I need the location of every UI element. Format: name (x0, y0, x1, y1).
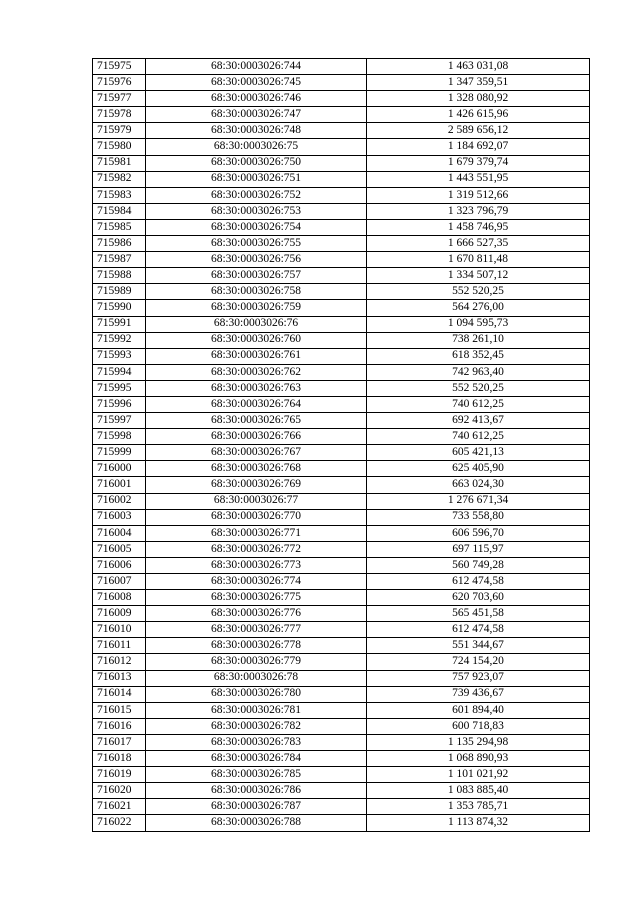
cadastral-value-cell: 740 612,25 (367, 429, 590, 445)
cadastral-number-cell: 68:30:0003026:762 (146, 364, 367, 380)
table-row (93, 799, 590, 815)
row-number-cell: 716002 (93, 493, 146, 509)
table-row (93, 509, 590, 525)
cadastral-value-cell: 1 094 595,73 (367, 316, 590, 332)
cadastral-value-table (92, 58, 590, 832)
table-row (93, 815, 590, 831)
table-row (93, 139, 590, 155)
cadastral-value-cell: 757 923,07 (367, 670, 590, 686)
row-number-cell: 715979 (93, 123, 146, 139)
table-row (93, 171, 590, 187)
cadastral-value-cell: 552 520,25 (367, 284, 590, 300)
cadastral-number-cell: 68:30:0003026:753 (146, 203, 367, 219)
table-row (93, 493, 590, 509)
cadastral-number-cell: 68:30:0003026:766 (146, 429, 367, 445)
table-row (93, 718, 590, 734)
table-row (93, 590, 590, 606)
row-number-cell: 715983 (93, 187, 146, 203)
row-number-cell: 715993 (93, 348, 146, 364)
row-number-cell: 716007 (93, 574, 146, 590)
cadastral-number-cell: 68:30:0003026:773 (146, 557, 367, 573)
cadastral-value-cell: 1 347 359,51 (367, 75, 590, 91)
table-row (93, 751, 590, 767)
cadastral-number-cell: 68:30:0003026:771 (146, 525, 367, 541)
row-number-cell: 715976 (93, 75, 146, 91)
table-row (93, 654, 590, 670)
table-row (93, 429, 590, 445)
row-number-cell: 716016 (93, 718, 146, 734)
table-row (93, 622, 590, 638)
table-row (93, 767, 590, 783)
row-number-cell: 715975 (93, 59, 146, 75)
cadastral-number-cell: 68:30:0003026:777 (146, 622, 367, 638)
row-number-cell: 716019 (93, 767, 146, 783)
row-number-cell: 716004 (93, 525, 146, 541)
cadastral-number-cell: 68:30:0003026:782 (146, 718, 367, 734)
cadastral-value-cell: 1 443 551,95 (367, 171, 590, 187)
cadastral-value-cell: 1 083 885,40 (367, 783, 590, 799)
cadastral-number-cell: 68:30:0003026:759 (146, 300, 367, 316)
cadastral-value-cell: 560 749,28 (367, 557, 590, 573)
cadastral-value-cell: 1 670 811,48 (367, 252, 590, 268)
table-row (93, 123, 590, 139)
table-row (93, 348, 590, 364)
row-number-cell: 715986 (93, 236, 146, 252)
row-number-cell: 716014 (93, 686, 146, 702)
cadastral-value-cell: 1 463 031,08 (367, 59, 590, 75)
cadastral-number-cell: 68:30:0003026:783 (146, 734, 367, 750)
cadastral-value-cell: 1 113 874,32 (367, 815, 590, 831)
cadastral-value-cell: 606 596,70 (367, 525, 590, 541)
row-number-cell: 715980 (93, 139, 146, 155)
row-number-cell: 716022 (93, 815, 146, 831)
table-row (93, 574, 590, 590)
table-row (93, 300, 590, 316)
cadastral-number-cell: 68:30:0003026:784 (146, 751, 367, 767)
cadastral-value-cell: 1 068 890,93 (367, 751, 590, 767)
table-row (93, 702, 590, 718)
row-number-cell: 716008 (93, 590, 146, 606)
cadastral-value-cell: 605 421,13 (367, 445, 590, 461)
cadastral-value-cell: 1 184 692,07 (367, 139, 590, 155)
row-number-cell: 715994 (93, 364, 146, 380)
cadastral-number-cell: 68:30:0003026:770 (146, 509, 367, 525)
cadastral-number-cell: 68:30:0003026:785 (146, 767, 367, 783)
cadastral-value-cell: 663 024,30 (367, 477, 590, 493)
row-number-cell: 715981 (93, 155, 146, 171)
table-row (93, 364, 590, 380)
row-number-cell: 716015 (93, 702, 146, 718)
table-row (93, 268, 590, 284)
table-row (93, 107, 590, 123)
cadastral-number-cell: 68:30:0003026:780 (146, 686, 367, 702)
row-number-cell: 715991 (93, 316, 146, 332)
table-row (93, 461, 590, 477)
table-row (93, 477, 590, 493)
cadastral-value-cell: 551 344,67 (367, 638, 590, 654)
table-row (93, 734, 590, 750)
cadastral-number-cell: 68:30:0003026:764 (146, 396, 367, 412)
cadastral-value-cell: 1 458 746,95 (367, 219, 590, 235)
row-number-cell: 715995 (93, 380, 146, 396)
row-number-cell: 715982 (93, 171, 146, 187)
cadastral-value-cell: 565 451,58 (367, 606, 590, 622)
cadastral-value-cell: 1 135 294,98 (367, 734, 590, 750)
row-number-cell: 715988 (93, 268, 146, 284)
row-number-cell: 715989 (93, 284, 146, 300)
cadastral-number-cell: 68:30:0003026:763 (146, 380, 367, 396)
cadastral-value-cell: 2 589 656,12 (367, 123, 590, 139)
cadastral-value-cell: 1 666 527,35 (367, 236, 590, 252)
table-row (93, 606, 590, 622)
table-row (93, 252, 590, 268)
cadastral-number-cell: 68:30:0003026:788 (146, 815, 367, 831)
table-row (93, 445, 590, 461)
row-number-cell: 716020 (93, 783, 146, 799)
table-row (93, 380, 590, 396)
cadastral-number-cell: 68:30:0003026:765 (146, 413, 367, 429)
table-row (93, 203, 590, 219)
cadastral-value-cell: 1 426 615,96 (367, 107, 590, 123)
cadastral-number-cell: 68:30:0003026:760 (146, 332, 367, 348)
row-number-cell: 715987 (93, 252, 146, 268)
cadastral-number-cell: 68:30:0003026:775 (146, 590, 367, 606)
row-number-cell: 715992 (93, 332, 146, 348)
cadastral-value-cell: 1 276 671,34 (367, 493, 590, 509)
row-number-cell: 715978 (93, 107, 146, 123)
row-number-cell: 716005 (93, 541, 146, 557)
cadastral-value-cell: 620 703,60 (367, 590, 590, 606)
cadastral-number-cell: 68:30:0003026:77 (146, 493, 367, 509)
table-row (93, 332, 590, 348)
table-row (93, 284, 590, 300)
row-number-cell: 716021 (93, 799, 146, 815)
cadastral-number-cell: 68:30:0003026:768 (146, 461, 367, 477)
row-number-cell: 716000 (93, 461, 146, 477)
table-row (93, 316, 590, 332)
cadastral-number-cell: 68:30:0003026:757 (146, 268, 367, 284)
cadastral-number-cell: 68:30:0003026:769 (146, 477, 367, 493)
row-number-cell: 715990 (93, 300, 146, 316)
cadastral-number-cell: 68:30:0003026:78 (146, 670, 367, 686)
row-number-cell: 716006 (93, 557, 146, 573)
cadastral-value-cell: 740 612,25 (367, 396, 590, 412)
cadastral-value-cell: 733 558,80 (367, 509, 590, 525)
table-row (93, 75, 590, 91)
cadastral-value-cell: 1 101 021,92 (367, 767, 590, 783)
row-number-cell: 716012 (93, 654, 146, 670)
table-row (93, 187, 590, 203)
row-number-cell: 716010 (93, 622, 146, 638)
table-row (93, 91, 590, 107)
cadastral-number-cell: 68:30:0003026:756 (146, 252, 367, 268)
cadastral-number-cell: 68:30:0003026:750 (146, 155, 367, 171)
cadastral-value-cell: 625 405,90 (367, 461, 590, 477)
cadastral-value-cell: 1 328 080,92 (367, 91, 590, 107)
row-number-cell: 715999 (93, 445, 146, 461)
cadastral-value-cell: 1 353 785,71 (367, 799, 590, 815)
cadastral-value-cell: 618 352,45 (367, 348, 590, 364)
cadastral-number-cell: 68:30:0003026:778 (146, 638, 367, 654)
cadastral-number-cell: 68:30:0003026:776 (146, 606, 367, 622)
cadastral-value-cell: 738 261,10 (367, 332, 590, 348)
table-body (93, 59, 590, 832)
cadastral-number-cell: 68:30:0003026:747 (146, 107, 367, 123)
cadastral-number-cell: 68:30:0003026:787 (146, 799, 367, 815)
cadastral-value-cell: 600 718,83 (367, 718, 590, 734)
cadastral-value-cell: 552 520,25 (367, 380, 590, 396)
cadastral-number-cell: 68:30:0003026:748 (146, 123, 367, 139)
cadastral-number-cell: 68:30:0003026:752 (146, 187, 367, 203)
table-row (93, 525, 590, 541)
row-number-cell: 716009 (93, 606, 146, 622)
row-number-cell: 715985 (93, 219, 146, 235)
cadastral-number-cell: 68:30:0003026:751 (146, 171, 367, 187)
cadastral-number-cell: 68:30:0003026:76 (146, 316, 367, 332)
row-number-cell: 715997 (93, 413, 146, 429)
row-number-cell: 716013 (93, 670, 146, 686)
cadastral-value-cell: 1 334 507,12 (367, 268, 590, 284)
table-row (93, 413, 590, 429)
cadastral-value-cell: 742 963,40 (367, 364, 590, 380)
cadastral-number-cell: 68:30:0003026:755 (146, 236, 367, 252)
cadastral-number-cell: 68:30:0003026:745 (146, 75, 367, 91)
cadastral-number-cell: 68:30:0003026:758 (146, 284, 367, 300)
cadastral-value-cell: 612 474,58 (367, 622, 590, 638)
table-row (93, 783, 590, 799)
cadastral-value-cell: 601 894,40 (367, 702, 590, 718)
table-row (93, 557, 590, 573)
table-row (93, 638, 590, 654)
table-row (93, 219, 590, 235)
cadastral-number-cell: 68:30:0003026:746 (146, 91, 367, 107)
cadastral-number-cell: 68:30:0003026:754 (146, 219, 367, 235)
cadastral-number-cell: 68:30:0003026:744 (146, 59, 367, 75)
cadastral-value-cell: 1 679 379,74 (367, 155, 590, 171)
table-row (93, 396, 590, 412)
cadastral-value-cell: 692 413,67 (367, 413, 590, 429)
row-number-cell: 716011 (93, 638, 146, 654)
table-row (93, 236, 590, 252)
cadastral-value-cell: 1 319 512,66 (367, 187, 590, 203)
cadastral-number-cell: 68:30:0003026:779 (146, 654, 367, 670)
table-row (93, 670, 590, 686)
cadastral-value-cell: 724 154,20 (367, 654, 590, 670)
row-number-cell: 716001 (93, 477, 146, 493)
table-row (93, 541, 590, 557)
row-number-cell: 715984 (93, 203, 146, 219)
cadastral-number-cell: 68:30:0003026:761 (146, 348, 367, 364)
cadastral-value-cell: 564 276,00 (367, 300, 590, 316)
cadastral-value-cell: 739 436,67 (367, 686, 590, 702)
cadastral-number-cell: 68:30:0003026:75 (146, 139, 367, 155)
table-row (93, 686, 590, 702)
cadastral-number-cell: 68:30:0003026:774 (146, 574, 367, 590)
row-number-cell: 716003 (93, 509, 146, 525)
row-number-cell: 715977 (93, 91, 146, 107)
row-number-cell: 716017 (93, 734, 146, 750)
row-number-cell: 716018 (93, 751, 146, 767)
row-number-cell: 715998 (93, 429, 146, 445)
cadastral-value-cell: 1 323 796,79 (367, 203, 590, 219)
cadastral-value-cell: 697 115,97 (367, 541, 590, 557)
cadastral-number-cell: 68:30:0003026:781 (146, 702, 367, 718)
table-row (93, 59, 590, 75)
table-row (93, 155, 590, 171)
cadastral-number-cell: 68:30:0003026:786 (146, 783, 367, 799)
cadastral-value-cell: 612 474,58 (367, 574, 590, 590)
cadastral-number-cell: 68:30:0003026:767 (146, 445, 367, 461)
row-number-cell: 715996 (93, 396, 146, 412)
cadastral-number-cell: 68:30:0003026:772 (146, 541, 367, 557)
